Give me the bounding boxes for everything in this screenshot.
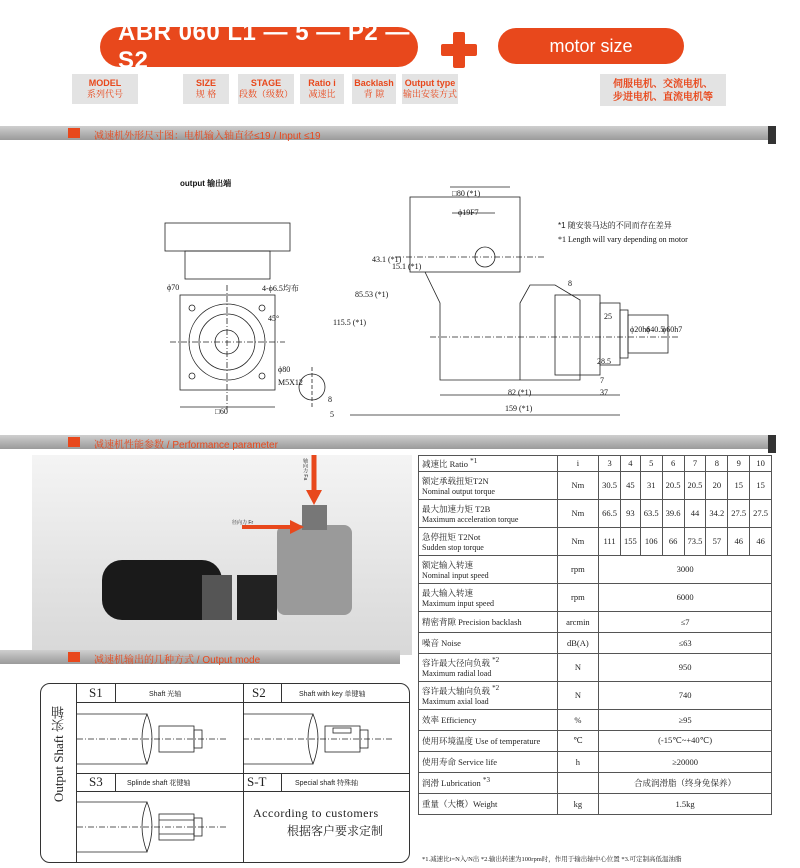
dim-k5: 5 <box>330 410 334 419</box>
ratio-cell: 8 <box>706 456 728 472</box>
dim-k8: 8 <box>328 395 332 404</box>
custom-note-en: According to customers <box>253 806 379 820</box>
section-bar-dimensions <box>0 126 770 140</box>
gearbox-illustration <box>32 455 412 655</box>
dim-15: 15.1 (*1) <box>392 262 422 271</box>
s2-code: S2 <box>252 685 266 700</box>
dim-holes: 4-ϕ6.5均布 <box>262 284 299 293</box>
product-photo <box>32 455 412 655</box>
s2-desc: Shaft with key 单键轴 <box>299 691 366 698</box>
plus-icon <box>441 32 477 68</box>
section-title-performance: 减速机性能参数 / Performance parameter <box>94 440 278 451</box>
ratio-row: 减速比 Ratio $^{*1}$ i 3 4 5 6 7 8 9 10 <box>419 456 772 472</box>
output-mode-panel <box>40 683 410 863</box>
table-row: 额定承载扭矩T2N Nominal output torque Nm 30.5 45 31 20.5 20.5 20 15 15 <box>419 471 772 499</box>
note-1-en: *1 Length will vary depending on motor <box>558 235 688 244</box>
performance-table <box>418 455 772 815</box>
model-code: ABR 060 L1 — 5 — P2 — S2 <box>118 19 410 74</box>
s1-code: S1 <box>89 685 103 700</box>
ratio-cell: 5 <box>640 456 662 472</box>
dim-m5: M5X12 <box>278 378 303 387</box>
dim-d70: ϕ70 <box>167 283 180 292</box>
table-row: 最大加速力矩 T2B Maximum acceleration torque Nm 66.5 93 63.5 39.6 44 34.2 27.5 27.5 <box>419 499 772 527</box>
ratio-cell: 10 <box>750 456 772 472</box>
model-code-pill <box>100 19 418 74</box>
table-row: 润滑 Lubrication $^{*3}$ 合成润滑脂（终身免保养） <box>419 772 772 793</box>
tag-stage: STAGE 段数（级数） <box>238 74 294 104</box>
axial-force-label: 轴向力 Fa <box>302 458 308 481</box>
dim-sq80: □80 (*1) <box>452 189 481 198</box>
s3-desc: Splinde shaft 花键轴 <box>127 780 191 787</box>
tag-output-type: Output type 输出安装方式 <box>402 74 458 104</box>
dim-45: 45° <box>268 314 280 323</box>
dim-43: 43.1 (*1) <box>372 255 402 264</box>
dimension-drawing <box>150 175 710 425</box>
dim-r37: 37 <box>600 388 608 397</box>
note-1-cn: *1 随安装马达的不同而存在差异 <box>558 221 672 230</box>
st-desc: Special shaft 特殊轴 <box>295 780 359 787</box>
output-label: output 输出端 <box>180 179 232 188</box>
dim-r28: 28.5 <box>597 357 611 366</box>
shaft-s3-drawing <box>77 794 243 858</box>
dim-85: 85.53 (*1) <box>355 290 389 299</box>
table-row: 精密背隙 Precision backlash arcmin ≤7 <box>419 611 772 632</box>
tag-motor-types: 伺服电机、交流电机、 步进电机、直流电机等 <box>600 74 726 106</box>
ratio-cell: 4 <box>621 456 641 472</box>
ratio-cell: 6 <box>662 456 684 472</box>
tag-backlash: Backlash 背 隙 <box>352 74 396 104</box>
section-bar-performance <box>0 435 770 449</box>
radial-force-label: 径向力 Fr <box>232 520 254 526</box>
dim-d80: ϕ80 <box>278 365 291 374</box>
ratio-cell: 3 <box>599 456 621 472</box>
dim-r82: 82 (*1) <box>508 388 532 397</box>
table-row: 重量（大概）Weight kg 1.5kg <box>419 793 772 814</box>
tag-ratio: Ratio i 减速比 <box>300 74 344 104</box>
section-bar-output-mode <box>0 650 400 664</box>
custom-note-cn: 根据客户要求定制 <box>287 824 384 838</box>
table-footnote: *1.减速比i=N入/N出 *2.输出转速为100rpm时，作用于输出轴中心位置 *3.可定制高低温油脂 <box>422 856 682 863</box>
output-shaft-side-label: Output Shaft 实轴 <box>51 706 66 803</box>
dim-r159: 159 (*1) <box>505 404 533 413</box>
shaft-s2-drawing <box>243 706 409 770</box>
dim-r40: ϕ40.5 <box>646 325 665 334</box>
dim-115: 115.5 (*1) <box>333 318 367 327</box>
s1-desc: Shaft 光轴 <box>149 691 182 698</box>
st-code: S-T <box>247 774 267 789</box>
ratio-cell: 9 <box>728 456 750 472</box>
table-row: 容许最大径向负载 $^{*2}$ Maximum radial load N 950 <box>419 653 772 681</box>
ratio-cell: 7 <box>684 456 706 472</box>
dim-d19: ϕ19F7 <box>458 208 479 217</box>
tag-size: SIZE 规 格 <box>183 74 229 104</box>
table-row: 效率 Efficiency % ≥95 <box>419 709 772 730</box>
section-title-output-mode: 减速机输出的几种方式 / Output mode <box>94 655 261 666</box>
section-title-dimensions: 减速机外形尺寸图：电机输入轴直径≤19 / Input ≤19 <box>94 131 321 142</box>
motor-size-label: motor size <box>549 35 633 56</box>
ratio-label: 减速比 Ratio $^{*1}$ <box>419 456 558 472</box>
shaft-s1-drawing <box>77 706 243 770</box>
output-grid <box>77 684 409 862</box>
table-row: 急停扭矩 T2Not Sudden stop torque Nm 111 155 106 66 73.5 57 46 46 <box>419 527 772 555</box>
table-row: 容许最大轴向负载 $^{*2}$ Maximum axial load N 740 <box>419 681 772 709</box>
table-row: 使用寿命 Service life h ≥20000 <box>419 751 772 772</box>
tag-model: MODEL 系列代号 <box>72 74 138 104</box>
table-row: 使用环境温度 Use of temperature ℃ (-15℃~+40℃) <box>419 730 772 751</box>
dim-r8: 8 <box>568 279 572 288</box>
output-side-label-cell <box>41 684 77 862</box>
s3-code: S3 <box>89 774 103 789</box>
motor-size-pill <box>498 28 684 64</box>
dim-r60: ϕ60h7 <box>662 325 683 334</box>
dim-r7: 7 <box>600 376 604 385</box>
dim-sq60: □60 <box>215 407 228 416</box>
table-row: 噪音 Noise dB(A) ≤63 <box>419 632 772 653</box>
table-row: 额定输入转速 Nominal input speed rpm 3000 <box>419 555 772 583</box>
dim-r20: ϕ20h6 <box>630 325 651 334</box>
table-row: 最大输入转速 Maximum input speed rpm 6000 <box>419 583 772 611</box>
dim-r25: 25 <box>604 312 612 321</box>
